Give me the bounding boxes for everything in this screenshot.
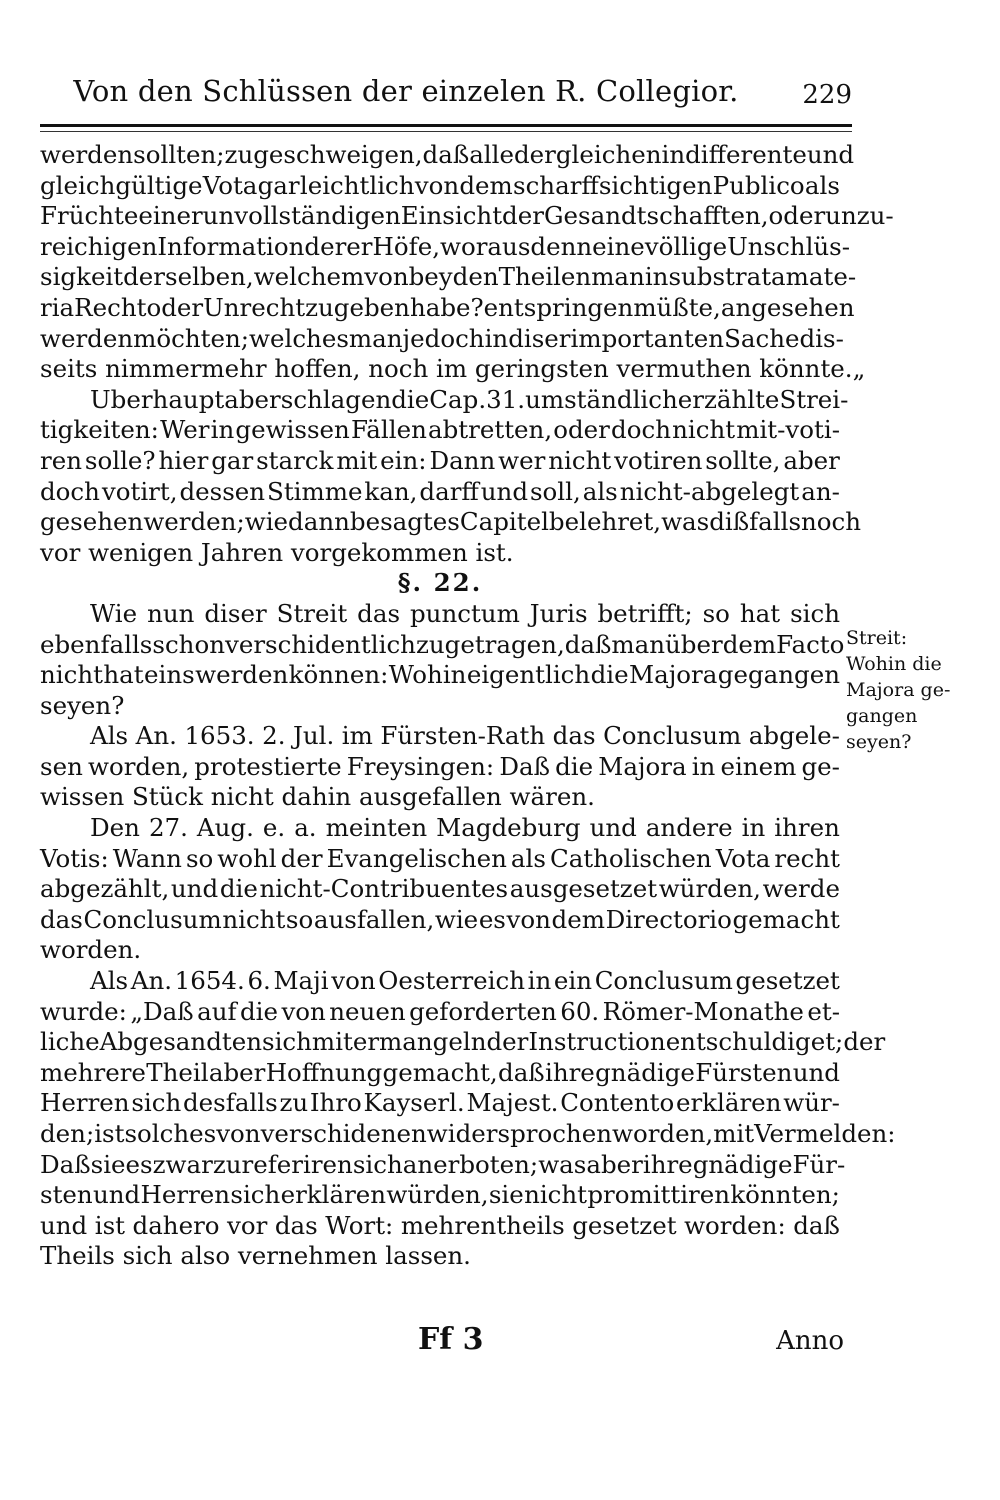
text-line: liche Abgesandten sich mit ermangelnder Instruction entschuldiget; der <box>40 1027 886 1057</box>
header-rule <box>40 124 852 127</box>
text-line: das Conclusum nicht so ausfallen, wie es von dem Directorio gemacht <box>40 904 840 934</box>
text-line: seyen? <box>40 690 125 720</box>
text-line: ren solle? hier gar starck mit ein: Dann wer nicht votiren sollte, aber <box>40 445 840 475</box>
text-line: Daß sie es zwar zu referiren sich anerboten; was aber ihre gnädige Für- <box>40 1149 846 1179</box>
catchword: Anno <box>776 1326 844 1356</box>
text-line: tigkeiten: Wer in gewissen Fällen abtretten, oder doch nicht mit-voti- <box>40 415 840 445</box>
marginal-note-line: gangen <box>846 705 918 727</box>
marginal-note <box>846 625 956 755</box>
text-line: wissen Stück nicht dahin ausgefallen wären. <box>40 782 595 812</box>
running-title: Von den Schlüssen der einzelen R. Collegior. <box>73 74 739 108</box>
text-line: gesehen werden; wie dann besagtes Capitel belehret, was dißfalls noch <box>40 507 862 537</box>
marginal-note-line: seyen? <box>846 731 912 753</box>
header-rule-thin <box>40 131 852 132</box>
text-line: reichigen Information derer Höfe, woraus denn eine völlige Unschlüs- <box>40 231 851 261</box>
running-head <box>40 74 852 118</box>
signature-mark: Ff 3 <box>418 1322 484 1357</box>
text-line: und ist dahero vor das Wort: mehrentheils gesetzet worden: daß <box>40 1210 840 1240</box>
text-line: Votis: Wann so wohl der Evangelischen als Catholischen Vota recht <box>40 843 840 873</box>
text-line: Früchte einer unvollständigen Einsicht der Gesandtschafften, oder unzu- <box>40 201 894 231</box>
text-line: ebenfalls schon verschidentlich zugetragen, daß man über dem Facto <box>40 629 845 659</box>
text-line: sen worden, protestierte Freysingen: Daß die Majora in einem ge- <box>40 751 840 781</box>
text-line: den; ist solches von verschidenen widersprochen worden, mit Vermelden: <box>40 1119 896 1148</box>
text-line: Wie nun diser Streit das punctum Juris betrifft; so hat sich <box>90 598 840 628</box>
text-line: sigkeit derselben, welchem von beyden Theilen man in substrata mate- <box>40 262 857 292</box>
text-line: Den 27. Aug. e. a. meinten Magdeburg und andere in ihren <box>90 813 840 843</box>
text-line: Theils sich also vernehmen lassen. <box>40 1241 471 1271</box>
text-line: werden möchten; welches man jedoch in diser importanten Sache dis- <box>40 323 844 353</box>
text-line: werden sollten; zu geschweigen, daß alle dergleichen indifferente und <box>40 140 855 169</box>
text-line: Als An. 1653. 2. Jul. im Fürsten-Rath das Conclusum abgele- <box>90 721 840 751</box>
marginal-note-line: Wohin die <box>846 653 942 675</box>
text-line: doch votirt, dessen Stimme kan, darff und soll, als nicht-abgelegt an- <box>40 476 840 506</box>
page-number: 229 <box>802 80 852 110</box>
text-line: worden. <box>40 935 142 965</box>
text-line: Herren sich desfalls zu Ihro Kayserl. Majest. Contento erklären wür- <box>40 1088 840 1118</box>
text-line: nicht hat eins werden können: Wohin eigentlich die Majora gegangen <box>40 660 840 690</box>
text-line: gleichgültige Vota gar leichtlich von dem scharffsichtigen Publico als <box>40 170 840 200</box>
marginal-note-line: Majora ge- <box>846 679 951 701</box>
text-line: §. 22. <box>397 568 483 598</box>
text-line: seits nimmermehr hoffen, noch im geringsten vermuthen könnte.„ <box>40 354 866 384</box>
text-line: ria Recht oder Unrecht zu geben habe? entspringen müßte, angesehen <box>40 292 855 322</box>
text-line: sten und Herren sich erklären würden, sie nicht promittiren könnten; <box>40 1180 840 1210</box>
text-line: vor wenigen Jahren vorgekommen ist. <box>40 537 514 567</box>
text-line: Als An. 1654. 6. Maji von Oesterreich in ein Conclusum gesetzet <box>90 966 840 996</box>
text-line: mehrere Theil aber Hoffnung gemacht, daß ihre gnädige Fürsten und <box>40 1057 840 1087</box>
text-line: abgezählt, und die nicht-Contribuentes ausgesetzet würden, werde <box>40 874 840 904</box>
marginal-note-line: Streit: <box>846 627 908 649</box>
page-footer <box>40 1322 844 1362</box>
text-line: wurde: „Daß auf die von neuen geforderten 60. Römer-Monathe et- <box>40 996 840 1026</box>
text-line: Uberhaupt aber schlagen die Cap. 31. umständlich erzählte Strei- <box>90 384 849 414</box>
